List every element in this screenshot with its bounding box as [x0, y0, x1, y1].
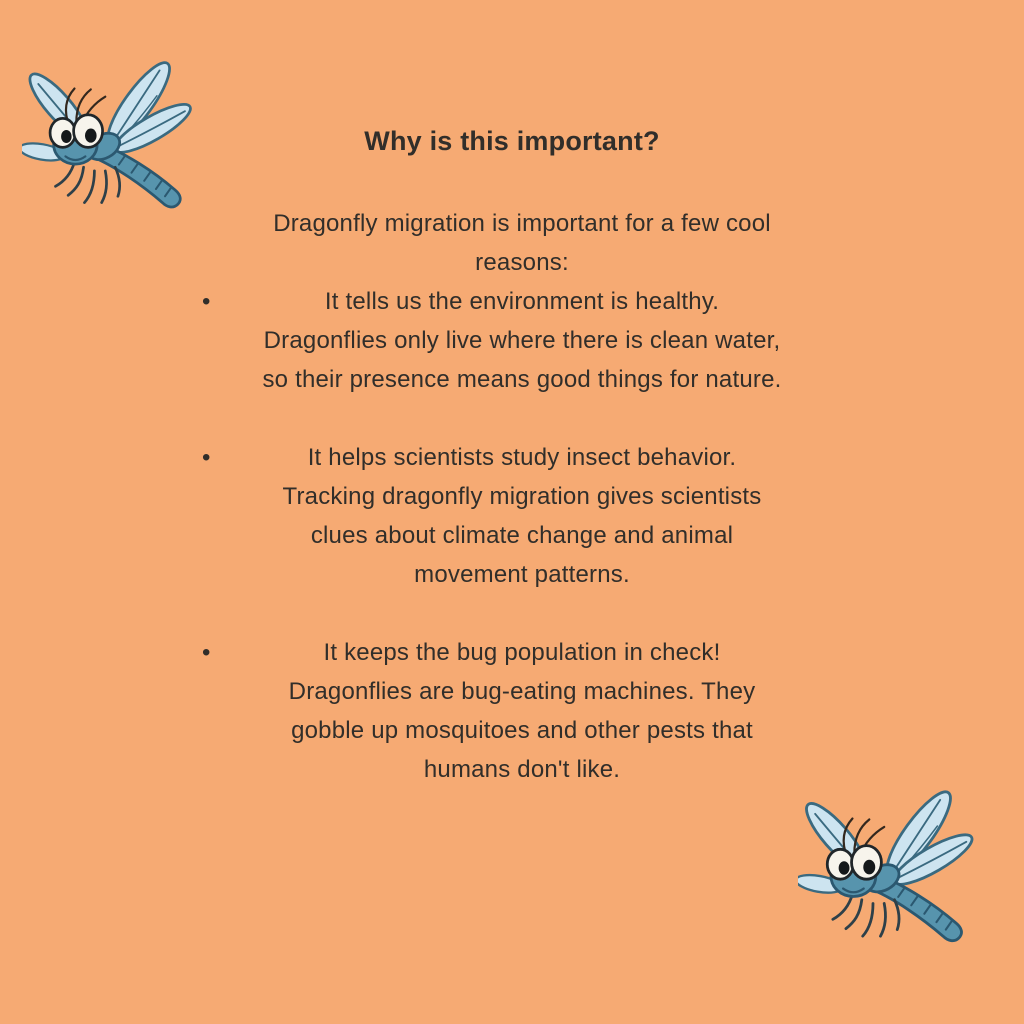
text-line: Tracking dragonfly migration gives scientists [282, 483, 762, 510]
text-line: so their presence means good things for nature. [262, 366, 782, 393]
text-line: reasons: [475, 249, 569, 276]
dragonfly-icon [798, 784, 976, 952]
text-line: Dragonfly migration is important for a few cool [273, 210, 771, 237]
body-text-block [172, 204, 872, 789]
text-line: gobble up mosquitoes and other pests that [291, 717, 753, 744]
text-line: • It keeps the bug population in check! [172, 633, 872, 672]
intro-paragraph [172, 204, 872, 282]
text-line: Dragonflies only live where there is clean water, [263, 327, 781, 354]
page-title: Why is this important? [364, 126, 660, 156]
bullet-item [172, 633, 872, 789]
dragonfly-illustration-bottom-right [798, 784, 976, 952]
text-line: movement patterns. [414, 561, 630, 588]
bullet-marker: • [202, 639, 211, 666]
text-line: • It helps scientists study insect behavior. [172, 438, 872, 477]
bullet-item [172, 282, 872, 399]
bullet-marker: • [202, 444, 211, 471]
text-line: Dragonflies are bug-eating machines. They [288, 678, 756, 705]
bullet-item [172, 438, 872, 594]
text-line: humans don't like. [423, 756, 621, 783]
text-line: clues about climate change and animal [310, 522, 734, 549]
bullet-marker: • [202, 288, 211, 315]
text-line: • It tells us the environment is healthy. [172, 282, 872, 321]
